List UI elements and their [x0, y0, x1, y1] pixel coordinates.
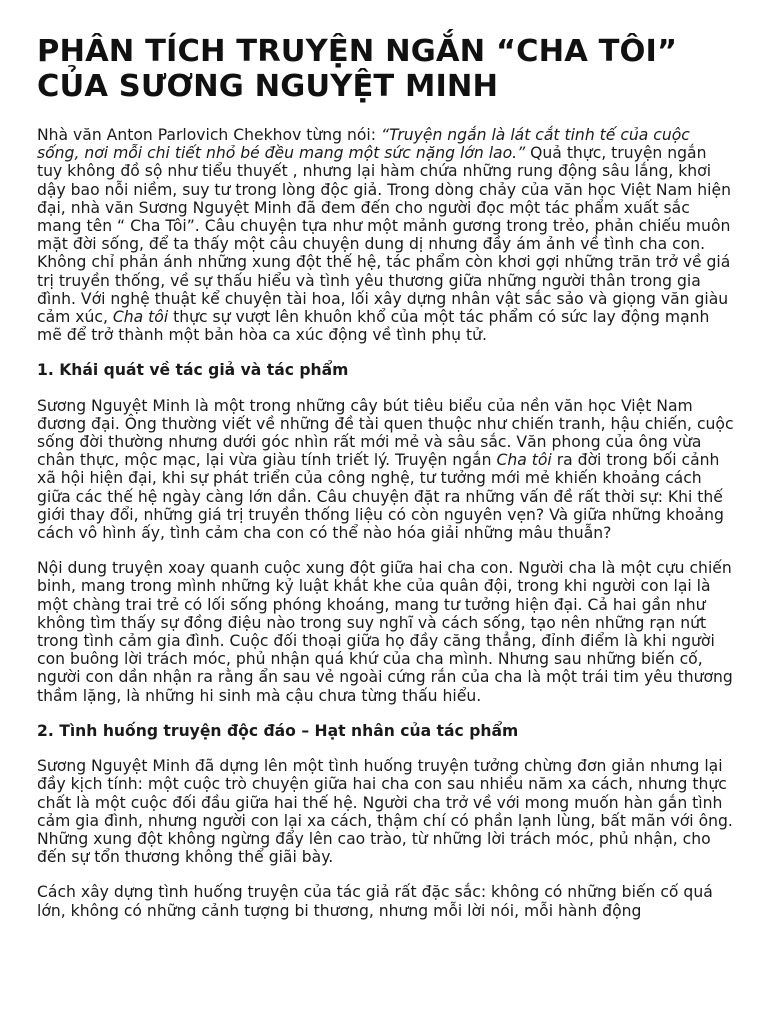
- section-1-heading: 1. Khái quát về tác giả và tác phẩm: [37, 361, 349, 380]
- section-2-paragraph-2: Cách xây dựng tình huống truyện của tác giả rất đặc sắc: không có những biến cố quá lớn, không có những cảnh tượng bi thương, nhưng mỗi lời nói, mỗi hành động: [37, 883, 713, 920]
- document-title: [37, 34, 734, 104]
- intro-paragraph: [37, 126, 734, 344]
- title-line-2: CỦA SƯƠNG NGUYỆT MINH: [37, 69, 499, 104]
- section-1-p1-text-cont: ra đời trong bối cảnh xã hội hiện đại, khi sự phát triển của công nghệ, tư tưởng mới mẻ khiến khoảng cách giữa các thế hệ ngày càng lớn dần. Câu chuyện đặt ra những vấn đề rất thời sự: Khi thế giới thay đổi, những giá trị truyền thống liệu có còn nguyên vẹn? Và giữa những khoảng cách vô hình ấy, tình cảm cha con có thể nào hóa giải những mâu thuẫn?: [37, 451, 724, 543]
- section-1-paragraph-1: [37, 397, 734, 543]
- section-1-paragraph-2: Nội dung truyện xoay quanh cuộc xung đột giữa hai cha con. Người cha là một cựu chiến binh, mang trong mình những kỷ luật khắt khe của quân đội, trong khi người con lại là một chàng trai trẻ có lối sống phóng khoáng, mang tư tưởng hiện đại. Cả hai gần như không tìm thấy sự đồng điệu nào trong suy nghĩ và cách sống, tạo nên những rạn nứt trong tình cảm gia đình. Cuộc đối thoại giữa họ đầy căng thẳng, đỉnh điểm là khi người con buông lời trách móc, phủ nhận quá khứ của cha mình. Nhưng sau những biến cố, người con dần nhận ra rằng ẩn sau vẻ ngoài cứng rắn của cha là một trái tim yêu thương thầm lặng, là những hi sinh mà cậu chưa từng thấu hiểu.: [37, 559, 733, 705]
- title-line-1: PHÂN TÍCH TRUYỆN NGẮN “CHA TÔI”: [37, 34, 678, 69]
- section-2-heading: 2. Tình huống truyện độc đáo – Hạt nhân của tác phẩm: [37, 721, 519, 740]
- intro-closing: thực sự vượt lên khuôn khổ của một tác phẩm có sức lay động mạnh mẽ để trở thành một bản hòa ca xúc động về tình phụ tử.: [37, 308, 710, 345]
- section-1-p1-text: Sương Nguyệt Minh là một trong những cây bút tiêu biểu của nền văn học Việt Nam đương đại. Ông thường viết về những đề tài quen thuộc như chiến tranh, hậu chiến, cuộc sống đời thường nhưng dưới góc nhìn rất mới mẻ và sâu sắc. Văn phong của ông vừa chân thực, mộc mạc, lại vừa giàu tính triết lý. Truyện ngắn: [37, 396, 734, 470]
- section-1-work-title: Cha tôi: [496, 451, 552, 470]
- intro-lead: Nhà văn Anton Parlovich Chekhov từng nói:: [37, 126, 381, 144]
- section-2-paragraph-1: Sương Nguyệt Minh đã dựng lên một tình huống truyện tưởng chừng đơn giản nhưng lại đầy kịch tính: một cuộc trò chuyện giữa hai cha con sau nhiều năm xa cách, nhưng thực chất là một cuộc đối đầu giữa hai thế hệ. Người cha trở về với mong muốn hàn gắn tình cảm gia đình, nhưng người con lại xa cách, thậm chí có phần lạnh lùng, bất mãn với ông. Những xung đột không ngừng đẩy lên cao trào, từ những lời trách móc, phủ nhận, cho đến sự tổn thương không thể giãi bày.: [37, 757, 733, 867]
- intro-body: Quả thực, truyện ngắn tuy không đồ sộ như tiểu thuyết , nhưng lại hàm chứa những rung động sâu lắng, khơi dậy bao nỗi niềm, suy tư trong lòng độc giả. Trong dòng chảy của văn học Việt Nam hiện đại, nhà văn Sương Nguyệt Minh đã đem đến cho người đọc một tác phẩm xuất sắc mang tên “ Cha Tôi”. Câu chuyện tựa như một mảnh gương trong trẻo, phản chiếu muôn mặt đời sống, để ta thấy một câu chuyện dung dị nhưng đầy ám ảnh về tình cha con. Không chỉ phản ánh những xung đột thế hệ, tác phẩm còn khơi gợi những trăn trở về giá trị truyền thống, về sự thấu hiểu và tình yêu thương giữa những người thân trong gia đình. Với nghệ thuật kể chuyện tài hoa, lối xây dựng nhân vật sắc sảo và giọng văn giàu cảm xúc,: [37, 144, 731, 327]
- intro-work-title: Cha tôi: [112, 308, 169, 327]
- chekhov-quote: “Truyện ngắn là lát cắt tinh tế của cuộc sống, nơi mỗi chi tiết nhỏ bé đều mang một sức nặng lớn lao.”: [37, 126, 690, 163]
